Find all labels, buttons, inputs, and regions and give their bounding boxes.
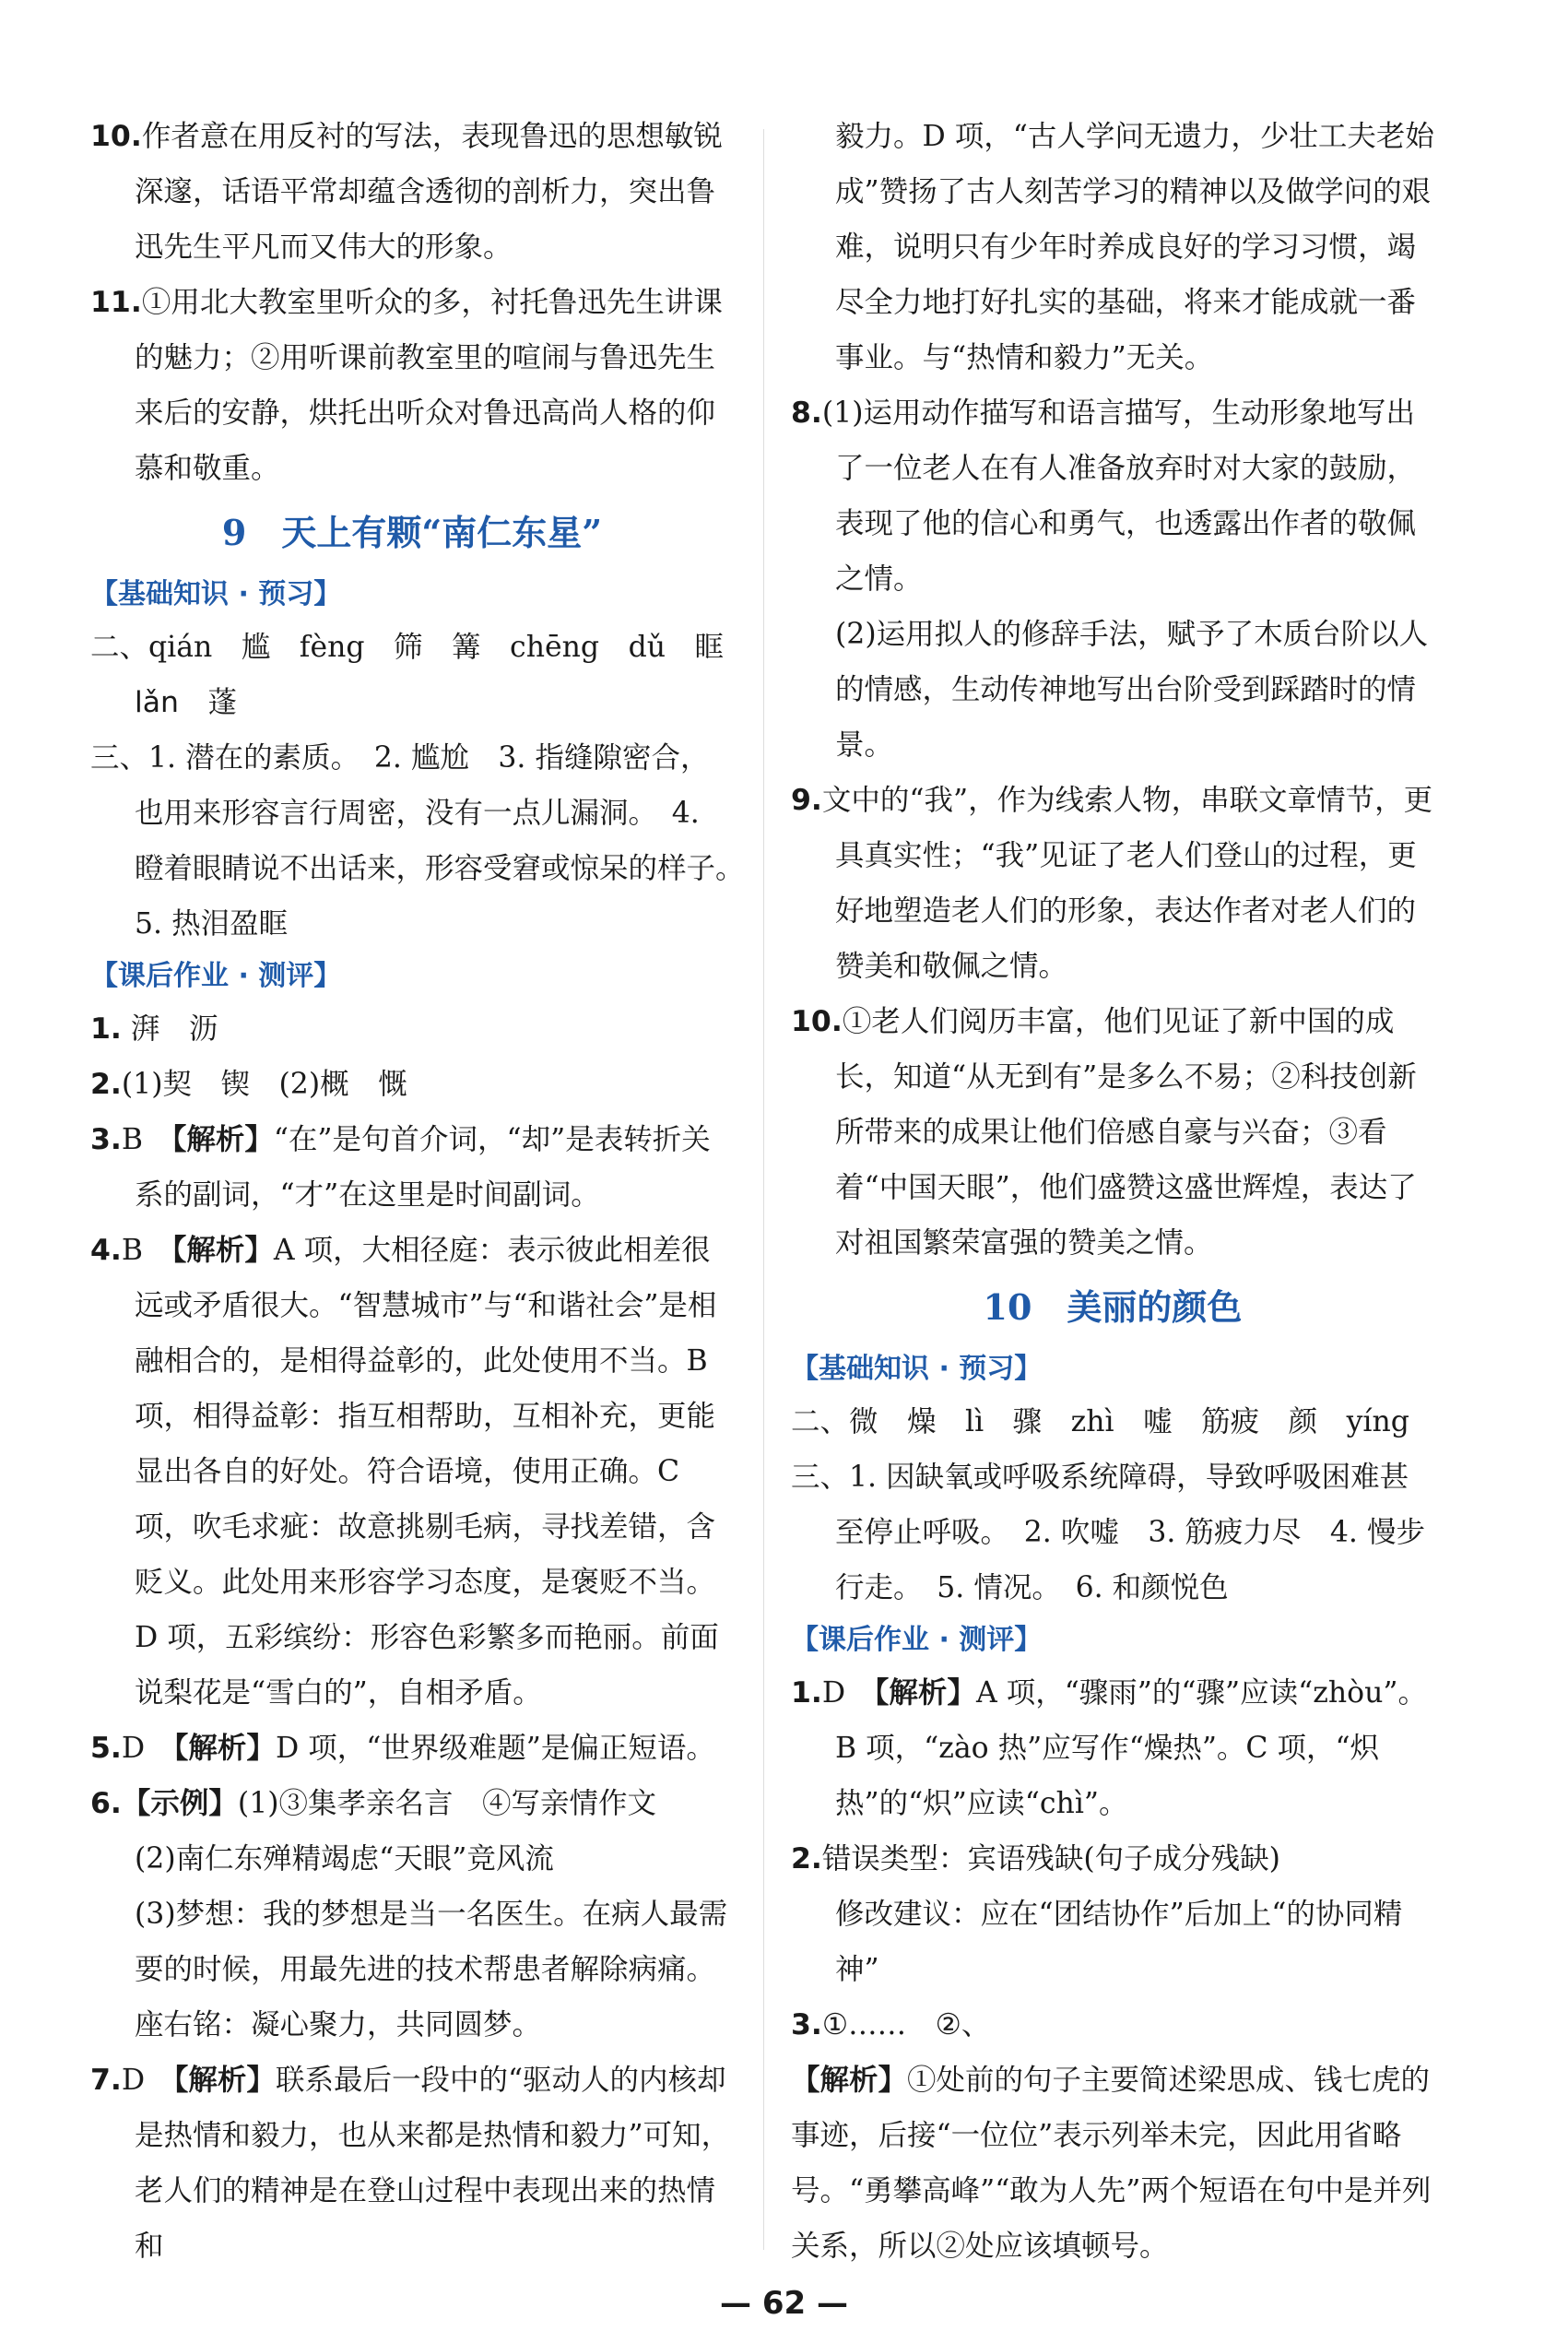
answer-7: 7.D 【解析】联系最后一段中的“驱动人的内核却是热情和毅力，也从来都是热情和毅力”可知，老人们的精神是在登山过程中表现出来的热情和	[90, 2064, 731, 2263]
answer-1: 1. 湃 沥	[90, 1012, 218, 1046]
answer-8-part-2: (2)运用拟人的修辞手法，赋予了木质台阶以人的情感，生动传神地写出台阶受到踩踏时的情景。	[835, 618, 1429, 762]
l10-answer-3-explanation: 【解析】①处前的句子主要简述梁思成、钱七虎的事迹，后接“一位位”表示列举未完，因此用省略号。“勇攀高峰”“敢为人先”两个短语在句中是并列关系，所以②处应该填顿号。	[791, 2064, 1432, 2263]
answer-11: 11.①用北大教室里听众的多，衬托鲁迅先生讲课的魅力；②用听课前教室里的喧闹与鲁迅先生来后的安静，烘托出听众对鲁迅高尚人格的仰慕和敬重。	[90, 286, 723, 485]
left-column	[90, 109, 760, 2274]
l10-answer-2-fix: 修改建议：应在“团结协作”后加上“的协同精神”	[835, 1898, 1403, 1986]
l9-part-three: 三、1. 潜在的素质。 2. 尴尬 3. 指缝隙密合，也用来形容言行周密，没有一点儿漏洞。 4. 瞪着眼睛说不出话来，形容受窘或惊呆的样子。 5. 热泪盈眶	[90, 741, 760, 941]
answer-8: 8.(1)运用动作描写和语言描写，生动形象地写出了一位老人在有人准备放弃时对大家的鼓励，表现了他的信心和勇气，也透露出作者的敬佩之情。	[791, 396, 1417, 596]
right-column	[791, 109, 1434, 2274]
answer-4: 4.B 【解析】A 项，大相径庭：表示彼此相差很远或矛盾很大。“智慧城市”与“和谐社会”是相融相合的，是相得益彰的，此处使用不当。B 项，相得益彰：指互相帮助，互相补充，更能显出各自的好处。符合语境，使用正确。C 项，吹毛求疵：故意挑剔毛病，寻找差错，含贬义。此处用来形容学习态度，是褒贬不当。D 项，五彩缤纷：形容色彩繁多而艳丽。前面说梨花是“雪白的”，自相矛盾。	[90, 1234, 719, 1710]
l9-part-two-cont: lǎn 蓬	[135, 686, 238, 719]
l10-answer-1: 1.D 【解析】A 项，“骤雨”的“骤”应读“zhòu”。B 项，“zào 热”应写作“燥热”。C 项，“炽热”的“炽”应读“chì”。	[791, 1676, 1427, 1820]
answer-9: 9.文中的“我”，作为线索人物，串联文章情节，更具真实性；“我”见证了老人们登山的过程，更好地塑造老人们的形象，表达作者对老人们的赞美和敬佩之情。	[791, 784, 1433, 983]
answer-5: 5.D 【解析】D 项，“世界级难题”是偏正短语。	[90, 1732, 715, 1765]
answer-10-lesson9: 10.①老人们阅历丰富，他们见证了新中国的成长，知道“从无到有”是多么不易；②科技创新所带来的成果让他们倍感自豪与兴奋；③看着“中国天眼”，他们盛赞这盛世辉煌，表达了对祖国繁荣富强的赞美之情。	[791, 1005, 1417, 1260]
lesson-10-title: 10 美丽的颜色	[983, 1286, 1243, 1328]
answer-2: 2.(1)契 锲 (2)概 慨	[90, 1068, 407, 1101]
section-basic-knowledge: 【基础知识 · 预习】	[90, 578, 342, 610]
answer-7-continued: 毅力。D 项，“古人学问无遗力，少壮工夫老始成”赞扬了古人刻苦学习的精神以及做学问的艰难，说明只有少年时养成良好的学习习惯，竭尽全力地打好扎实的基础，将来才能成就一番事业。与“热情和毅力”无关。	[835, 120, 1434, 374]
answer-3: 3.B 【解析】“在”是句首介词，“却”是表转折关系的副词，“才”在这里是时间副词。	[90, 1123, 711, 1212]
answer-6-part-3: (3)梦想：我的梦想是当一名医生。在病人最需要的时候，用最先进的技术帮患者解除病痛。	[135, 1898, 728, 1986]
answer-6-part-2: (2)南仁东殚精竭虑“天眼”竞风流	[135, 1842, 554, 1876]
l10-part-three: 三、1. 因缺氧或呼吸系统障碍，导致呼吸困难甚至停止呼吸。 2. 吹嘘 3. 筋疲力尽 4. 慢步行走。 5. 情况。 6. 和颜悦色	[791, 1461, 1425, 1604]
l9-part-two: 二、qián 尴 fèng 筛 篝 chēng dǔ 眶	[90, 631, 725, 664]
l10-answer-2: 2.错误类型：宾语残缺(句子成分残缺)	[791, 1842, 1280, 1876]
section-basic-knowledge-10: 【基础知识 · 预习】	[791, 1353, 1043, 1385]
l10-answer-3: 3.①…… ②、	[791, 2008, 991, 2041]
section-homework: 【课后作业 · 测评】	[90, 960, 342, 992]
answer-10: 10.作者意在用反衬的写法，表现鲁迅的思想敏锐深邃，话语平常却蕴含透彻的剖析力，突出鲁迅先生平凡而又伟大的形象。	[90, 120, 723, 264]
answer-6-motto: 座右铭：凝心聚力，共同圆梦。	[135, 2008, 542, 2041]
lesson-9-title: 9 天上有颗“南仁东星”	[221, 512, 603, 553]
column-divider	[763, 129, 764, 2250]
answer-6: 6.【示例】(1)③集孝亲名言 ④写亲情作文	[90, 1787, 657, 1820]
l10-part-two: 二、微 燥 lì 骤 zhì 嘘 筋疲 颜 yíng	[791, 1405, 1409, 1438]
page-number: — 62 —	[720, 2285, 848, 2322]
section-homework-10: 【课后作业 · 测评】	[791, 1624, 1043, 1656]
